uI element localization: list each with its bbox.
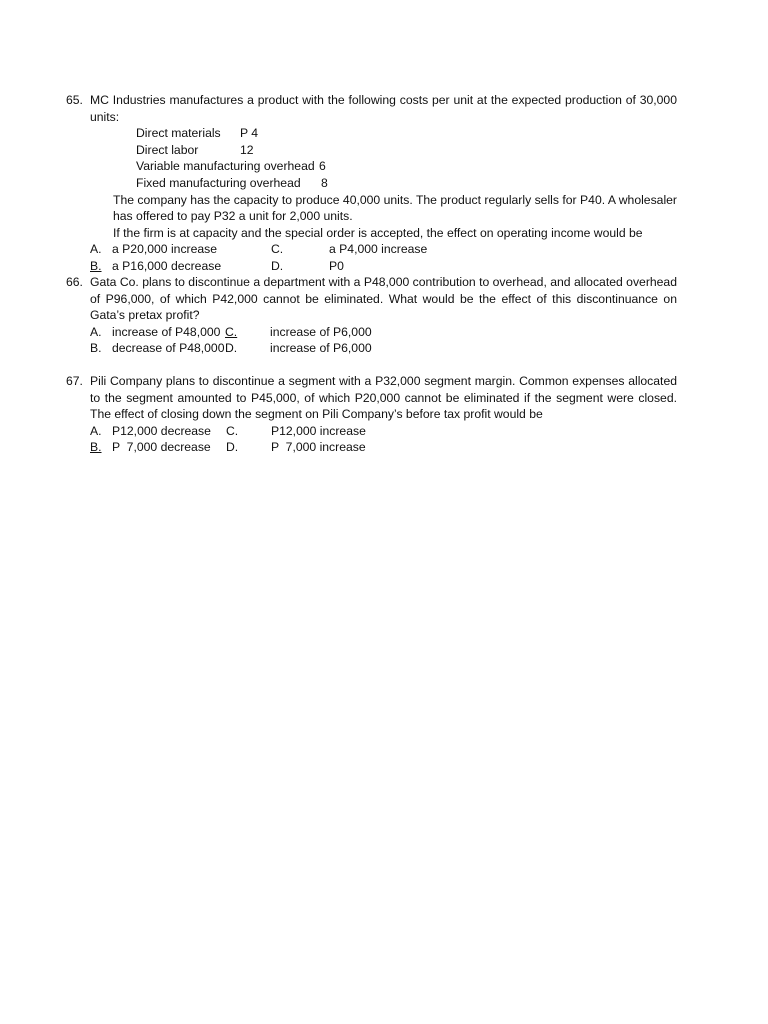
cost-row xyxy=(136,142,677,159)
choice-letter: C. xyxy=(226,423,239,438)
cost-value: P 4 xyxy=(240,126,259,141)
choice-text: increase of P6,000 xyxy=(270,341,372,356)
question-number: 67. xyxy=(66,374,83,388)
cost-value: 12 xyxy=(240,142,254,157)
question-number: 65. xyxy=(66,93,83,107)
choice-text: P 7,000 increase xyxy=(271,440,366,455)
answer-choices xyxy=(90,241,677,274)
choice-row xyxy=(90,423,677,440)
question-66 xyxy=(66,274,677,357)
cost-label: Variable manufacturing overhead xyxy=(136,159,315,174)
choice-row xyxy=(90,241,677,258)
question-prompt: If the firm is at capacity and the special order is accepted, the effect on operating income would be xyxy=(113,225,643,240)
question-text: MC Industries manufactures a product with the following costs per unit at the expected production of 30,000 units: xyxy=(90,93,677,124)
choice-letter: A. xyxy=(90,324,102,339)
question-stem xyxy=(66,373,677,423)
cost-row xyxy=(136,175,677,192)
choice-text: P0 xyxy=(329,258,344,273)
choice-text: increase of P6,000 xyxy=(270,324,372,339)
question-67 xyxy=(66,373,677,456)
choice-row xyxy=(90,258,677,275)
cost-row xyxy=(136,125,677,142)
question-note: The company has the capacity to produce 40,000 units. The product regularly sells for P40. A wholesaler has offered to pay P32 a unit for 2,000 units. xyxy=(113,192,677,224)
choice-text: a P4,000 increase xyxy=(329,242,428,257)
cost-label: Fixed manufacturing overhead xyxy=(136,175,301,190)
question-text: Pili Company plans to discontinue a segment with a P32,000 segment margin. Common expenses allocated to the segment amounted to P45,000, of which P20,000 cannot be eliminated if the segment were closed. The effect of closing down the segment on Pili Company’s before tax profit would be xyxy=(90,374,677,422)
choice-letter: C. xyxy=(271,242,284,257)
cost-list xyxy=(136,125,677,191)
choice-text: a P20,000 increase xyxy=(112,242,218,257)
cost-label: Direct labor xyxy=(136,142,199,157)
choice-letter: B. xyxy=(90,341,102,356)
question-text: Gata Co. plans to discontinue a department with a P48,000 contribution to overhead, and allocated overhead of P96,000, of which P42,000 cannot be eliminated. What would be the effect of this discontinuance on Gata’s pretax profit? xyxy=(90,275,677,323)
choice-letter: D. xyxy=(226,440,239,455)
choice-letter-marked: C. xyxy=(225,324,238,339)
choice-letter: D. xyxy=(271,258,284,273)
choice-letter: A. xyxy=(90,423,102,438)
choice-text: a P16,000 decrease xyxy=(112,258,222,273)
choice-text: P12,000 decrease xyxy=(112,423,211,438)
answer-choices xyxy=(90,324,677,357)
answer-choices xyxy=(90,423,677,456)
choice-text: P 7,000 decrease xyxy=(112,440,211,455)
choice-row xyxy=(90,324,677,341)
cost-value: 8 xyxy=(321,175,328,190)
choice-letter-marked: B. xyxy=(90,440,102,455)
choice-text: P12,000 increase xyxy=(271,423,366,438)
choice-letter-marked: B. xyxy=(90,258,102,273)
cost-value: 6 xyxy=(319,159,326,174)
choice-text: increase of P48,000 xyxy=(112,324,221,339)
cost-label: Direct materials xyxy=(136,126,221,141)
question-65 xyxy=(66,92,677,275)
choice-text: decrease of P48,000 xyxy=(112,341,225,356)
question-stem xyxy=(66,274,677,324)
choice-row xyxy=(90,340,677,357)
question-number: 66. xyxy=(66,275,83,289)
cost-row xyxy=(136,158,677,175)
choice-letter: D. xyxy=(225,341,238,356)
question-stem xyxy=(66,92,677,125)
choice-row xyxy=(90,439,677,456)
choice-letter: A. xyxy=(90,242,102,257)
